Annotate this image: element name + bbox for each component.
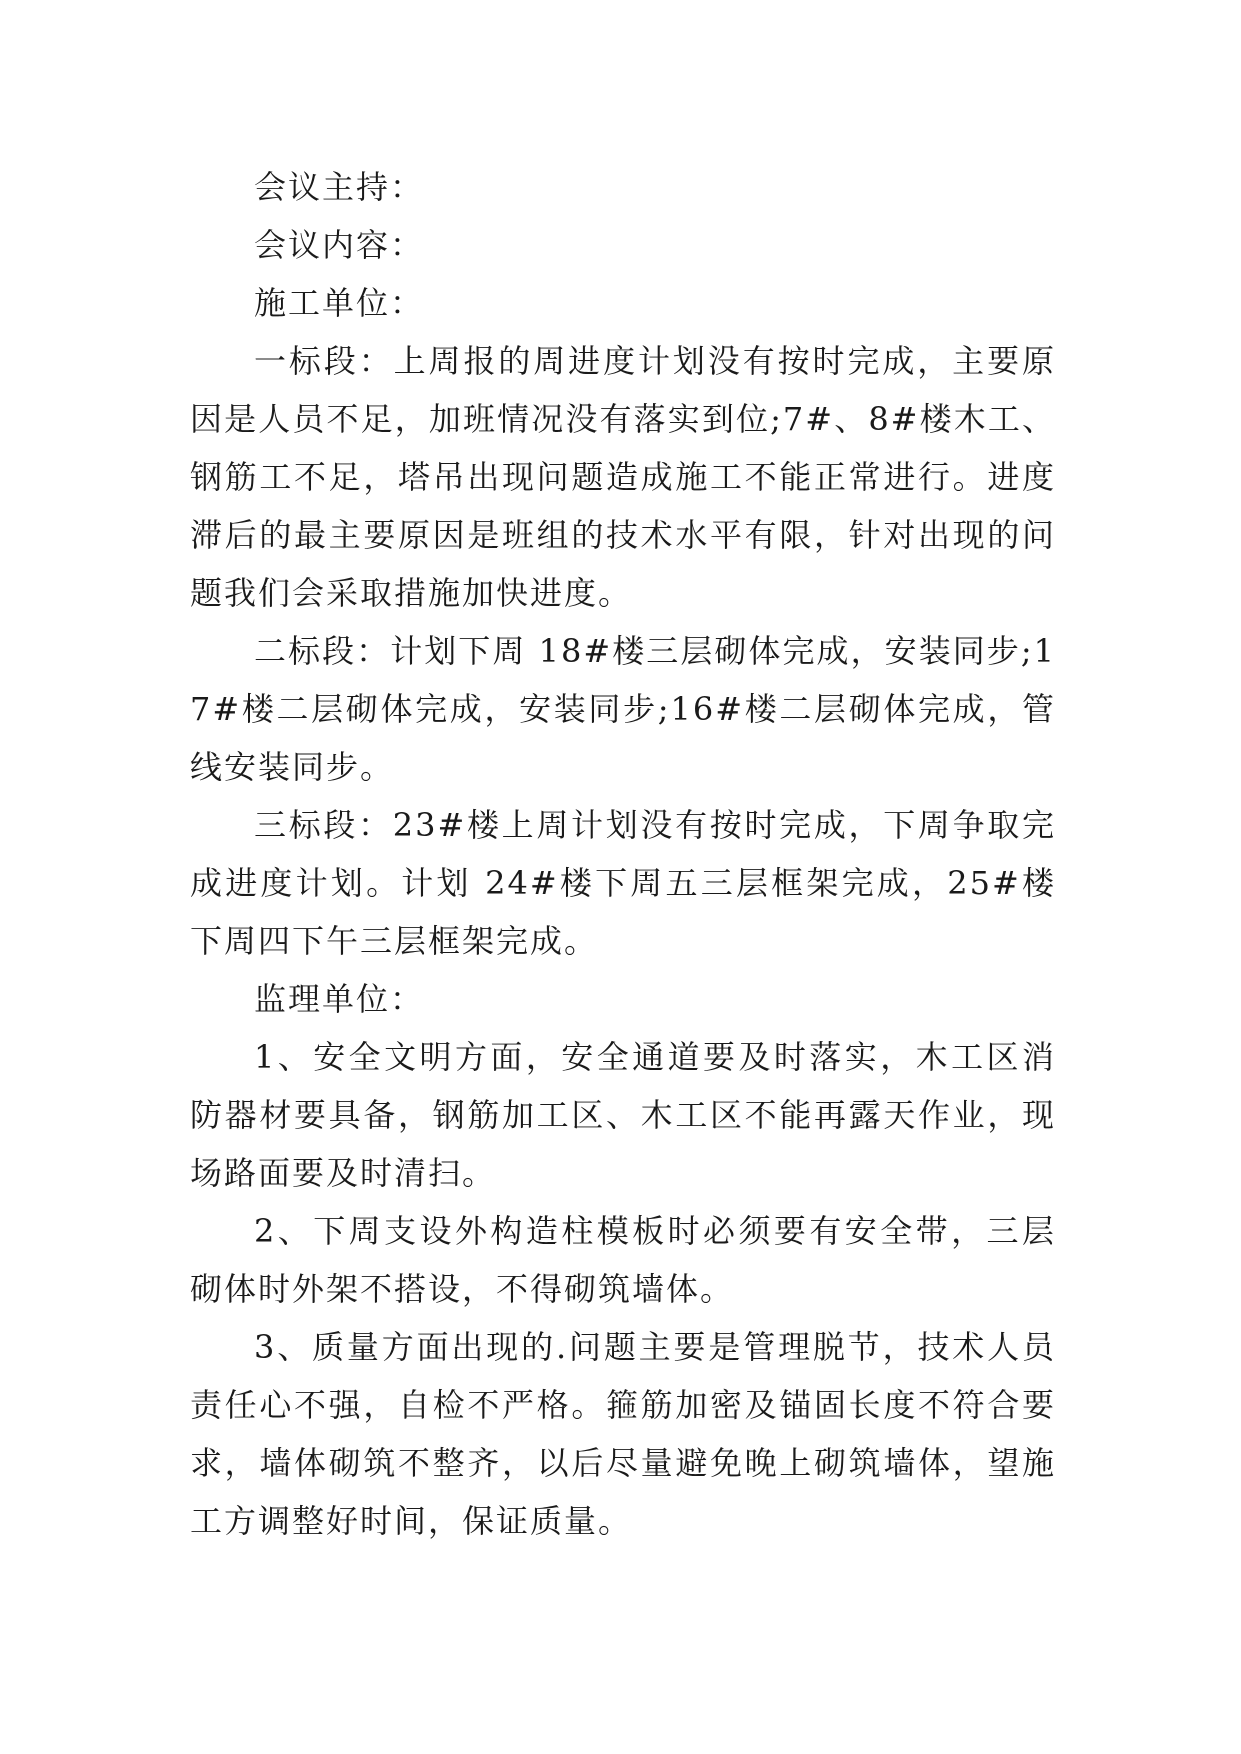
construction-unit-heading: 施工单位： bbox=[254, 284, 425, 322]
section-two-paragraph: 二标段：计划下周 18#楼三层砌体完成，安装同步;17#楼二层砌体完成，安装同步;16#楼二层砌体完成，管线安装同步。 bbox=[190, 632, 1056, 786]
supervision-unit-heading: 监理单位： bbox=[254, 980, 425, 1018]
section-three-paragraph: 三标段：23#楼上周计划没有按时完成，下周争取完成进度计划。计划 24#楼下周五三层框架完成，25#楼下周四下午三层框架完成。 bbox=[190, 806, 1056, 960]
supervision-item-2: 2、下周支设外构造柱模板时必须要有安全带，三层砌体时外架不搭设，不得砌筑墙体。 bbox=[190, 1212, 1056, 1308]
section-one-paragraph: 一标段：上周报的周进度计划没有按时完成，主要原因是人员不足，加班情况没有落实到位;7#、8#楼木工、钢筋工不足，塔吊出现问题造成施工不能正常进行。进度滞后的最主要原因是班组的技术水平有限，针对出现的问题我们会采取措施加快进度。 bbox=[190, 342, 1056, 612]
document-body bbox=[190, 158, 1056, 1550]
supervision-item-3: 3、质量方面出现的.问题主要是管理脱节，技术人员责任心不强，自检不严格。箍筋加密及锚固长度不符合要求，墙体砌筑不整齐，以后尽量避免晚上砌筑墙体，望施工方调整好时间，保证质量。 bbox=[190, 1328, 1056, 1540]
meeting-host-label: 会议主持： bbox=[254, 168, 425, 206]
supervision-item-1: 1、安全文明方面，安全通道要及时落实，木工区消防器材要具备，钢筋加工区、木工区不能再露天作业，现场路面要及时清扫。 bbox=[190, 1038, 1056, 1192]
meeting-content-label: 会议内容： bbox=[254, 226, 425, 264]
